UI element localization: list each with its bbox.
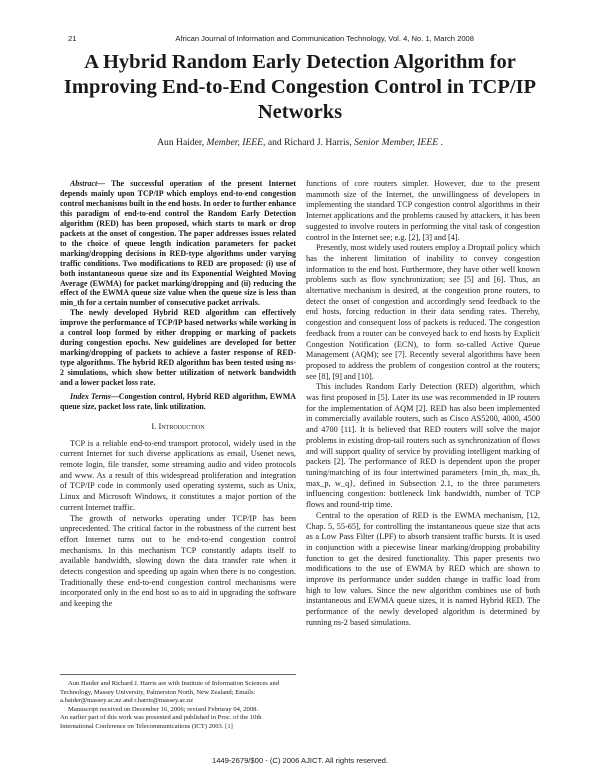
left-column (60, 179, 296, 610)
footnote-affiliation: Aun Haider and Richard J. Harris are with Institute of Information Sciences and Technology, Massey University, Palmerston North, New Zealand; Emails: a.haider@massey.ac.nz and r.harris@massey.ac.nz (60, 680, 280, 704)
index-terms-text: Congestion control, Hybrid RED algorithm, EWMA queue size, packet loss rate, link utilization. (60, 392, 296, 411)
index-terms (60, 392, 296, 412)
page-number: 21 (68, 34, 77, 43)
body-paragraph: TCP is a reliable end-to-end transport protocol, widely used in the current Internet for such diverse applications as email, Usenet news, remote login, file transfer, some streaming audio and video protocols and www. As a result of this widespread proliferation and integration of TCP/IP code in commonly used operating systems, such as Unix, Linux and Microsoft Windows, it constitutes a major portion of the current Internet traffic. (60, 438, 296, 512)
abstract-paragraph: The newly developed Hybrid RED algorithm can effectively improve the performance of TCP/IP based networks while working in a control loop formed by either dropping or marking of packets during congestion epochs. New guidelines are developed for better marking/dropping of packets to achieve a faster response of RED-type algorithms. The hybrid RED algorithm has been tested using ns-2 simulations, which show better utilization of network bandwidth and a lower packet loss rate. (60, 308, 296, 388)
author-role: Member, IEEE, (206, 137, 266, 148)
right-column (306, 179, 540, 629)
body-paragraph: The growth of networks operating under TCP/IP has been unprecedented. The critical factor in the robustness of the current best effort Internet turns out to be end-to-end congestion control mechanisms. In this mechanism TCP constantly adapts itself to available bandwidth, slowing down the data transfer rate when it detects congestion and speeding up again when there is no congestion. Traditionally these end-to-end congestion control mechanisms were incorporated only in the end host so as to aid in upgrading the software and keeping the (60, 513, 296, 609)
author-name: and Richard J. Harris, (267, 137, 352, 148)
body-paragraph: This includes Random Early Detection (RED) algorithm, which was first proposed in [5]. Later its use was recommended in IP routers for the implementation of AQM [2]. RED has also been implemented in commercially available routers, such as Cisco AS5200, 4000, 4500 and 4700 [11]. It is believed that RED routers will solve the major problems in existing drop-tail routers such as synchronization of flows and will support quality of service by providing intelligent marking of packets [2]. The performance of RED is dependent upon the proper tuning/matching of its four intertwined parameters {min_th, max_th, max_p, w_q}, defined in Subsection 2.1, to the three parameters influencing congestion: bottleneck link bandwidth, number of TCP flows and round-trip time. (306, 382, 540, 510)
author-line (50, 137, 550, 148)
index-terms-label: Index Terms— (70, 392, 119, 402)
footnote-earlier-version: An earlier part of this work was presented and published in Proc. of the 10th International Conference on Telecommunications (ICT) 2003. [1] (60, 714, 262, 730)
body-paragraph: functions of core routers simpler. However, due to the present mammoth size of the Internet, the unwillingness of developers in implementing the standard TCP congestion control algorithms in their Internet applications and the problems caused by attackers, it has been suggested to involve routers in performing the vital task of congestion control in the Internet see; e.g. [2], [3] and [4]. (306, 179, 540, 242)
abstract-text: The successful operation of the present Internet depends mainly upon TCP/IP which employs end-to-end congestion control mechanisms built in the end hosts. In order to further enhance this paradigm of end-to-end control the Random Early Detection algorithm (RED) has been proposed, which starts to mark or drop packets at the onset of congestion. The paper addresses issues related to the choice of queue length indication parameters for packet marking/dropping decisions in RED-type algorithms under varying traffic conditions. Two modifications to RED are proposed: (i) use of both instantaneous queue size and its Exponential Weighted Moving Average (EWMA) for packet marking/dropping and (ii) reducing the effect of the EWMA queue size value when the queue size is less than min_th for a certain number of consecutive packet arrivals. (60, 179, 296, 308)
abstract (60, 179, 296, 412)
abstract-paragraph (60, 179, 296, 308)
footnote-manuscript: Manuscript received on December 16, 2006; revised Februray 04, 2008. (68, 705, 259, 713)
running-header (68, 34, 474, 46)
author-role: Senior Member, IEEE (354, 137, 439, 148)
body-paragraph: Central to the operation of RED is the EWMA mechanism, [12, Chap. 5, 55-65], for controlling the instantaneous queue size that acts as a Low Pass Filter (LPF) to absorb transient traffic bursts. It is used in conjunction with a piecewise linear marking/dropping probability function to get the desired functionality. This paper presents two modifications to the use of EWMA by RED which are shown to improve its performance under sudden change in traffic load from high to low values. Since the new algorithm combines use of both instantaneous and EWMA queue sizes, it is named Hybrid RED. The performance of the newly developed algorithm is determined by running ns-2 based simulations. (306, 510, 540, 627)
section-heading: I. Introduction (151, 420, 205, 431)
body-paragraph: Presently, most widely used routers employ a Droptail policy which has the inherent limitation of inability to convey congestion information to the end host. Furthermore, they have other well known problems such as flow synchronization; see [5] and [6]. Thus, an alternative mechanism is desired, at the congestion prone routers, to detect the onset of congestion and accordingly send feedback to the end hosts, forcing reduction in their data sending rates. Thereby, congestion and consequent loss of packets is reduced. The congestion feedback from a router can be conveyed back to end hosts by Explicit Congestion Notification (ECN), to form so-called Active Queue Management (AQM); see [7]. Recently several algorithms have been proposed to address the problem of congestion control at the routers; see [8], [9] and [10]. (306, 243, 541, 381)
author-name: Aun Haider, (157, 137, 205, 148)
footnote (60, 674, 296, 731)
journal-citation: African Journal of Information and Communication Technology, Vol. 4, No. 1, March 2008 (175, 34, 474, 43)
copyright-footer: 1449-2679/$00 - (C) 2006 AJICT. All rights reserved. (211, 756, 388, 765)
paper-title: A Hybrid Random Early Detection Algorithm for Improving End-to-End Congestion Control in TCP/IP Networks (63, 51, 537, 123)
author-line-end: . (440, 137, 443, 148)
abstract-label: Abstract— (70, 179, 106, 188)
